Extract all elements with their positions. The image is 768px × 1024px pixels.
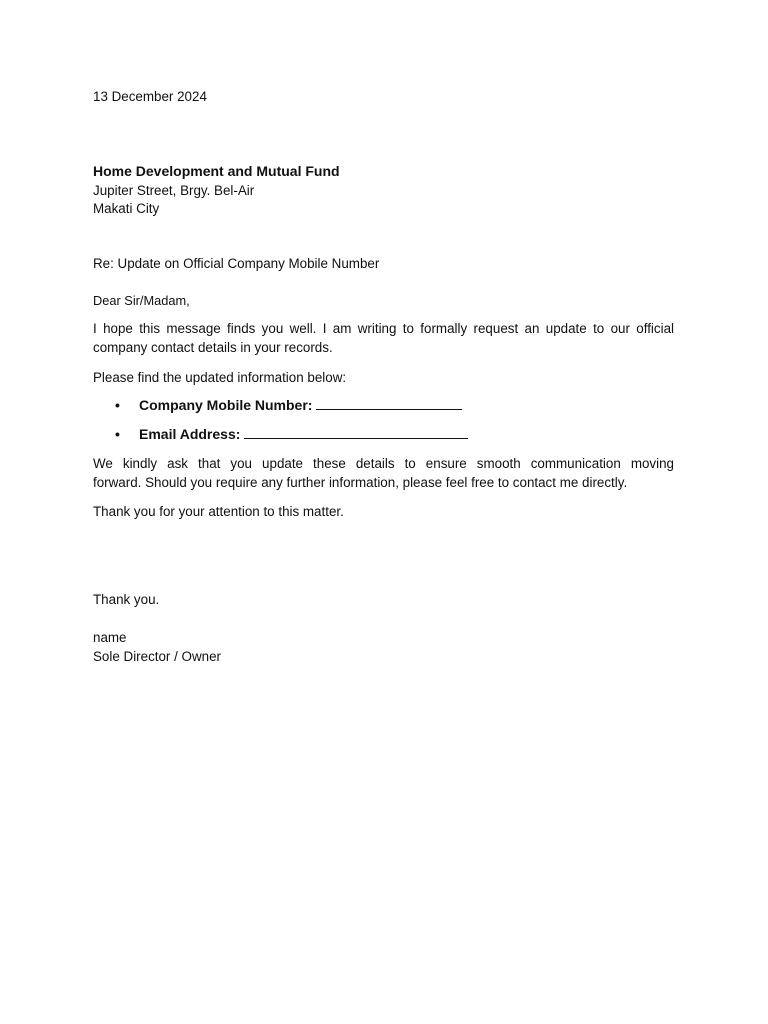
paragraph-request [93,454,674,492]
paragraph-info-intro: Please find the updated information below: [93,370,347,385]
email-address-field [139,424,468,444]
paragraph-intro-line2: company contact details in your records. [93,340,333,355]
company-mobile-number-label: Company Mobile Number: [139,397,313,413]
letter-date: 13 December 2024 [93,89,207,104]
recipient-address-line2: Makati City [93,201,160,216]
recipient-address-line1: Jupiter Street, Brgy. Bel-Air [93,183,255,198]
signer-name: name [93,630,127,645]
recipient-name: Home Development and Mutual Fund [93,163,340,179]
paragraph-thanks: Thank you for your attention to this matter. [93,504,344,519]
salutation: Dear Sir/Madam, [93,293,190,308]
bullet-icon: • [115,426,120,442]
company-mobile-number-field [139,395,462,415]
email-address-label: Email Address: [139,426,241,442]
paragraph-request-line1: We kindly ask that you update these details to ensure smooth communication moving [93,456,674,471]
email-address-blank [244,424,468,439]
letter-subject: Re: Update on Official Company Mobile Number [93,256,380,271]
bullet-icon: • [115,397,120,413]
company-mobile-number-blank [316,395,462,410]
signer-title: Sole Director / Owner [93,649,221,664]
paragraph-request-line2: forward. Should you require any further information, please feel free to contact me directly. [93,475,628,490]
paragraph-intro-line1: I hope this message finds you well. I am writing to formally request an update to our official [93,321,674,336]
closing: Thank you. [93,592,160,607]
paragraph-intro [93,319,674,357]
